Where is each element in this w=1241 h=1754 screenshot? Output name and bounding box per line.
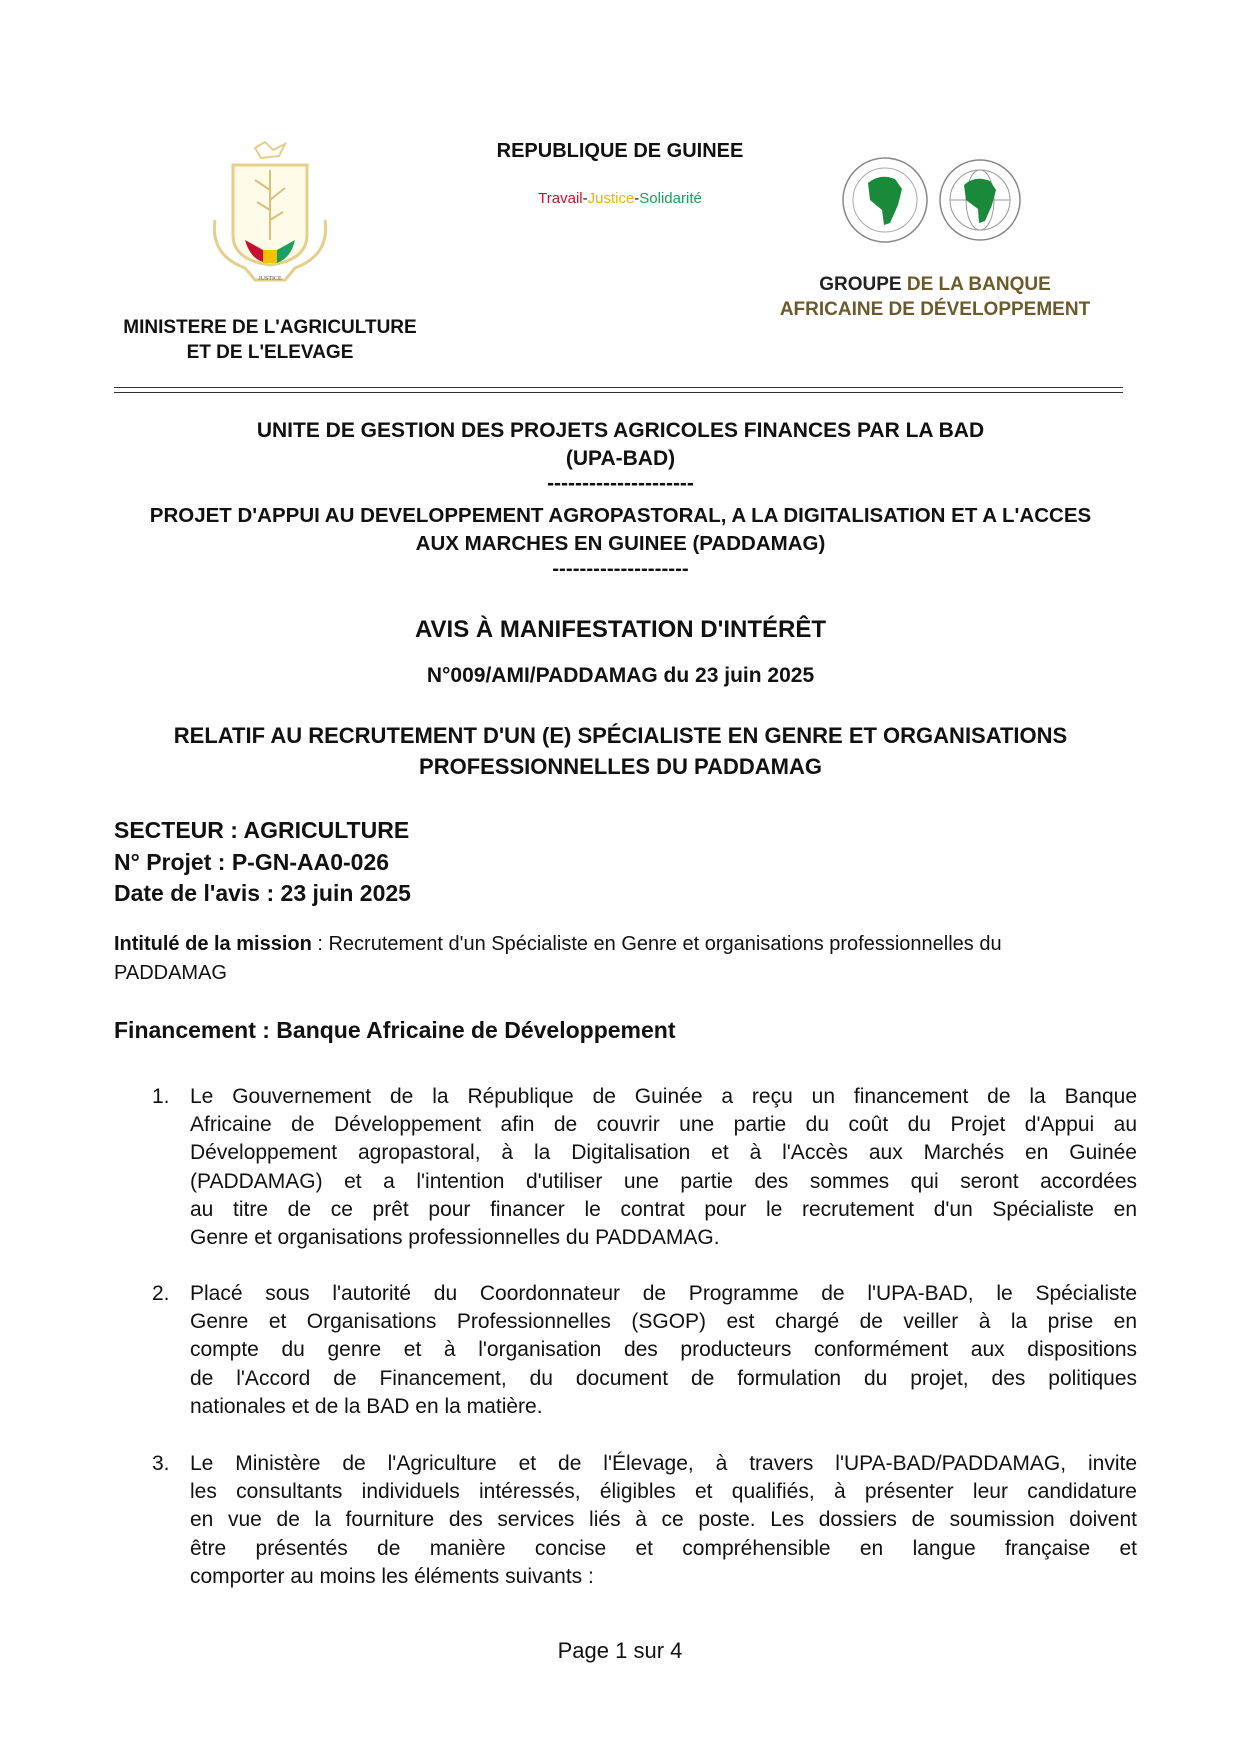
separator-dashes: --------------------- <box>547 472 694 495</box>
notice-title: AVIS À MANIFESTATION D'INTÉRÊT <box>414 616 827 643</box>
notice-number: N°009/AMI/PADDAMAG du 23 juin 2025 <box>426 664 815 687</box>
para-line: Le Ministère de l'Agriculture et de l'Élevage, à travers l'UPA-BAD/PADDAMAG, invite <box>190 1452 1137 1475</box>
subject-line1: RELATIF AU RECRUTEMENT D'UN (E) SPÉCIALISTE EN GENRE ET ORGANISATIONS <box>173 723 1068 748</box>
notice-subject <box>100 720 1141 782</box>
project-line1: PROJET D'APPUI AU DEVELOPPEMENT AGROPASTORAL, A LA DIGITALISATION ET A L'ACCES <box>149 504 1092 527</box>
project-line2: AUX MARCHES EN GUINEE (PADDAMAG) <box>415 532 826 555</box>
unit-line2: (UPA-BAD) <box>565 447 676 470</box>
mission-value: : Recrutement d'un Spécialiste en Genre et organisations professionnelles du <box>311 933 1002 955</box>
para-line: compte du genre et à l'organisation des producteurs conformément aux dispositions <box>190 1338 1137 1362</box>
mission-label: Intitulé de la mission <box>114 933 312 955</box>
financing-heading: Financement : Banque Africaine de Développement <box>114 1017 676 1043</box>
list-item <box>152 1083 1137 1252</box>
motto-solidarite: Solidarité <box>639 190 702 207</box>
para-line: Genre et Organisations Professionnelles (SGOP) est chargé de veiller à la prise en <box>190 1310 1137 1334</box>
project-info <box>114 815 411 910</box>
para-line: être présentés de manière concise et compréhensible en langue française et <box>190 1536 1137 1560</box>
sector: SECTEUR : AGRICULTURE <box>114 817 410 843</box>
para-line: comporter au moins les éléments suivants : <box>190 1564 594 1588</box>
guinea-coat-of-arms-logo <box>205 140 335 290</box>
separator-dashes: -------------------- <box>552 557 689 580</box>
para-line: (PADDAMAG) et a l'intention d'utiliser une partie des sommes qui seront accordées <box>190 1169 1137 1193</box>
para-line: Le Gouvernement de la République de Guinée a reçu un financement de la Banque <box>190 1085 1137 1108</box>
project-number-label: N° Projet : <box>114 848 232 875</box>
date-value: : 23 juin 2025 <box>260 880 411 906</box>
bank-line2: AFRICAINE DE DÉVELOPPEMENT <box>779 299 1091 320</box>
para-line: en vue de la fourniture des services liés à ce poste. Les dossiers de soumission doivent <box>190 1508 1137 1532</box>
ministry-name <box>100 315 440 365</box>
para-line: les consultants individuels intéressés, éligibles et qualifiés, à présenter leur candidature <box>190 1480 1137 1504</box>
subject-line2: PROFESSIONNELLES DU PADDAMAG <box>419 754 822 779</box>
para-line: nationales et de la BAD en la matière. <box>190 1394 543 1418</box>
page-number: Page 1 sur 4 <box>557 1638 683 1663</box>
mission-title <box>114 930 1124 988</box>
project-heading <box>80 502 1161 580</box>
para-line: de l'Accord de Financement, du document de formulation du projet, des politiques <box>190 1366 1137 1390</box>
unit-line1: UNITE DE GESTION DES PROJETS AGRICOLES FINANCES PAR LA BAD <box>256 419 985 442</box>
motto-justice: Justice <box>587 190 635 207</box>
list-number: 2. <box>152 1282 170 1305</box>
ministry-line2: ET DE L'ELEVAGE <box>186 342 354 363</box>
national-motto <box>420 190 820 207</box>
list-number: 1. <box>152 1085 170 1108</box>
motto-separator: - <box>634 190 640 207</box>
bank-line1b: DE LA BANQUE <box>901 274 1051 295</box>
country-name: REPUBLIQUE DE GUINEE <box>496 140 744 162</box>
list-number: 3. <box>152 1452 170 1475</box>
header-divider <box>114 387 1123 393</box>
para-line: Genre et organisations professionnelles du PADDAMAG. <box>190 1225 720 1249</box>
afdb-logos <box>840 155 1025 245</box>
bank-line1a: GROUPE <box>819 274 902 295</box>
para-line: au titre de ce prêt pour financer le contrat pour le recrutement d'un Spécialiste en <box>190 1197 1137 1221</box>
unit-heading <box>100 417 1141 495</box>
date-label: Date de l'avis <box>114 880 261 906</box>
para-line: Développement agropastoral, à la Digitalisation et à l'Accès aux Marchés en Guinée <box>190 1141 1137 1165</box>
list-item <box>152 1450 1137 1591</box>
svg-text:JUSTICE: JUSTICE <box>258 276 282 282</box>
motto-travail: Travail <box>538 190 583 207</box>
ministry-line1: MINISTERE DE L'AGRICULTURE <box>123 317 417 338</box>
motto-separator: - <box>582 190 588 207</box>
para-line: Placé sous l'autorité du Coordonnateur de Programme de l'UPA-BAD, le Spécialiste <box>190 1282 1137 1305</box>
para-line: Africaine de Développement afin de couvrir une partie du coût du Projet d'Appui au <box>190 1113 1137 1137</box>
list-item <box>152 1280 1137 1421</box>
project-number-value: P-GN-AA0-026 <box>231 848 390 875</box>
mission-value-cont: PADDAMAG <box>114 962 227 984</box>
afdb-group-name <box>760 272 1110 322</box>
